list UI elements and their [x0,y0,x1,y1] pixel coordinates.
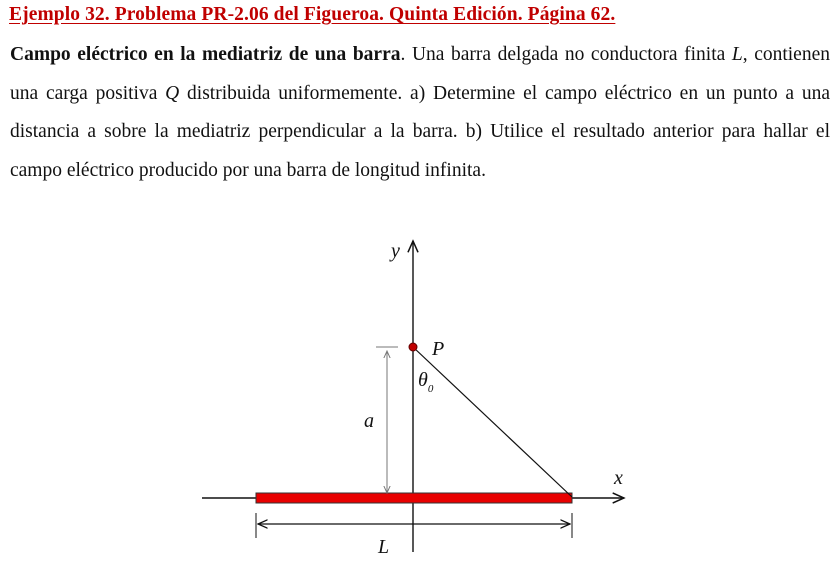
angle-theta-subscript: 0 [427,383,434,395]
example-title: Ejemplo 32. Problema PR-2.06 del Figueroa. Quinta Edición. Página 62. [9,4,616,25]
line-p-to-rod-end [413,347,572,497]
angle-theta-label [418,369,434,395]
length-l-label: L [378,536,390,558]
point-p [409,343,417,351]
problem-text-1: . Una barra delgada no conductora finita [400,44,732,65]
angle-theta-symbol: θ [418,369,428,391]
point-p-label: P [432,338,445,360]
x-axis-label: x [614,467,623,489]
charged-rod [256,493,572,503]
problem-text-3: distribuida uniformemente. a) Determine el campo eléctrico en un punto a una distancia a sobre la mediatriz perpendicular a la barra. b) Utilice el resultado anterior para hallar el campo eléctrico producido por una barra de longitud infinita. [10,82,830,181]
variable-L: L [731,44,743,65]
problem-heading: Campo eléctrico en la mediatriz de una barra [10,44,401,65]
problem-text-2: , contienen una carga positiva [10,44,830,104]
y-axis-label: y [391,240,400,262]
distance-a-label: a [364,410,374,432]
variable-Q: Q [165,82,180,104]
